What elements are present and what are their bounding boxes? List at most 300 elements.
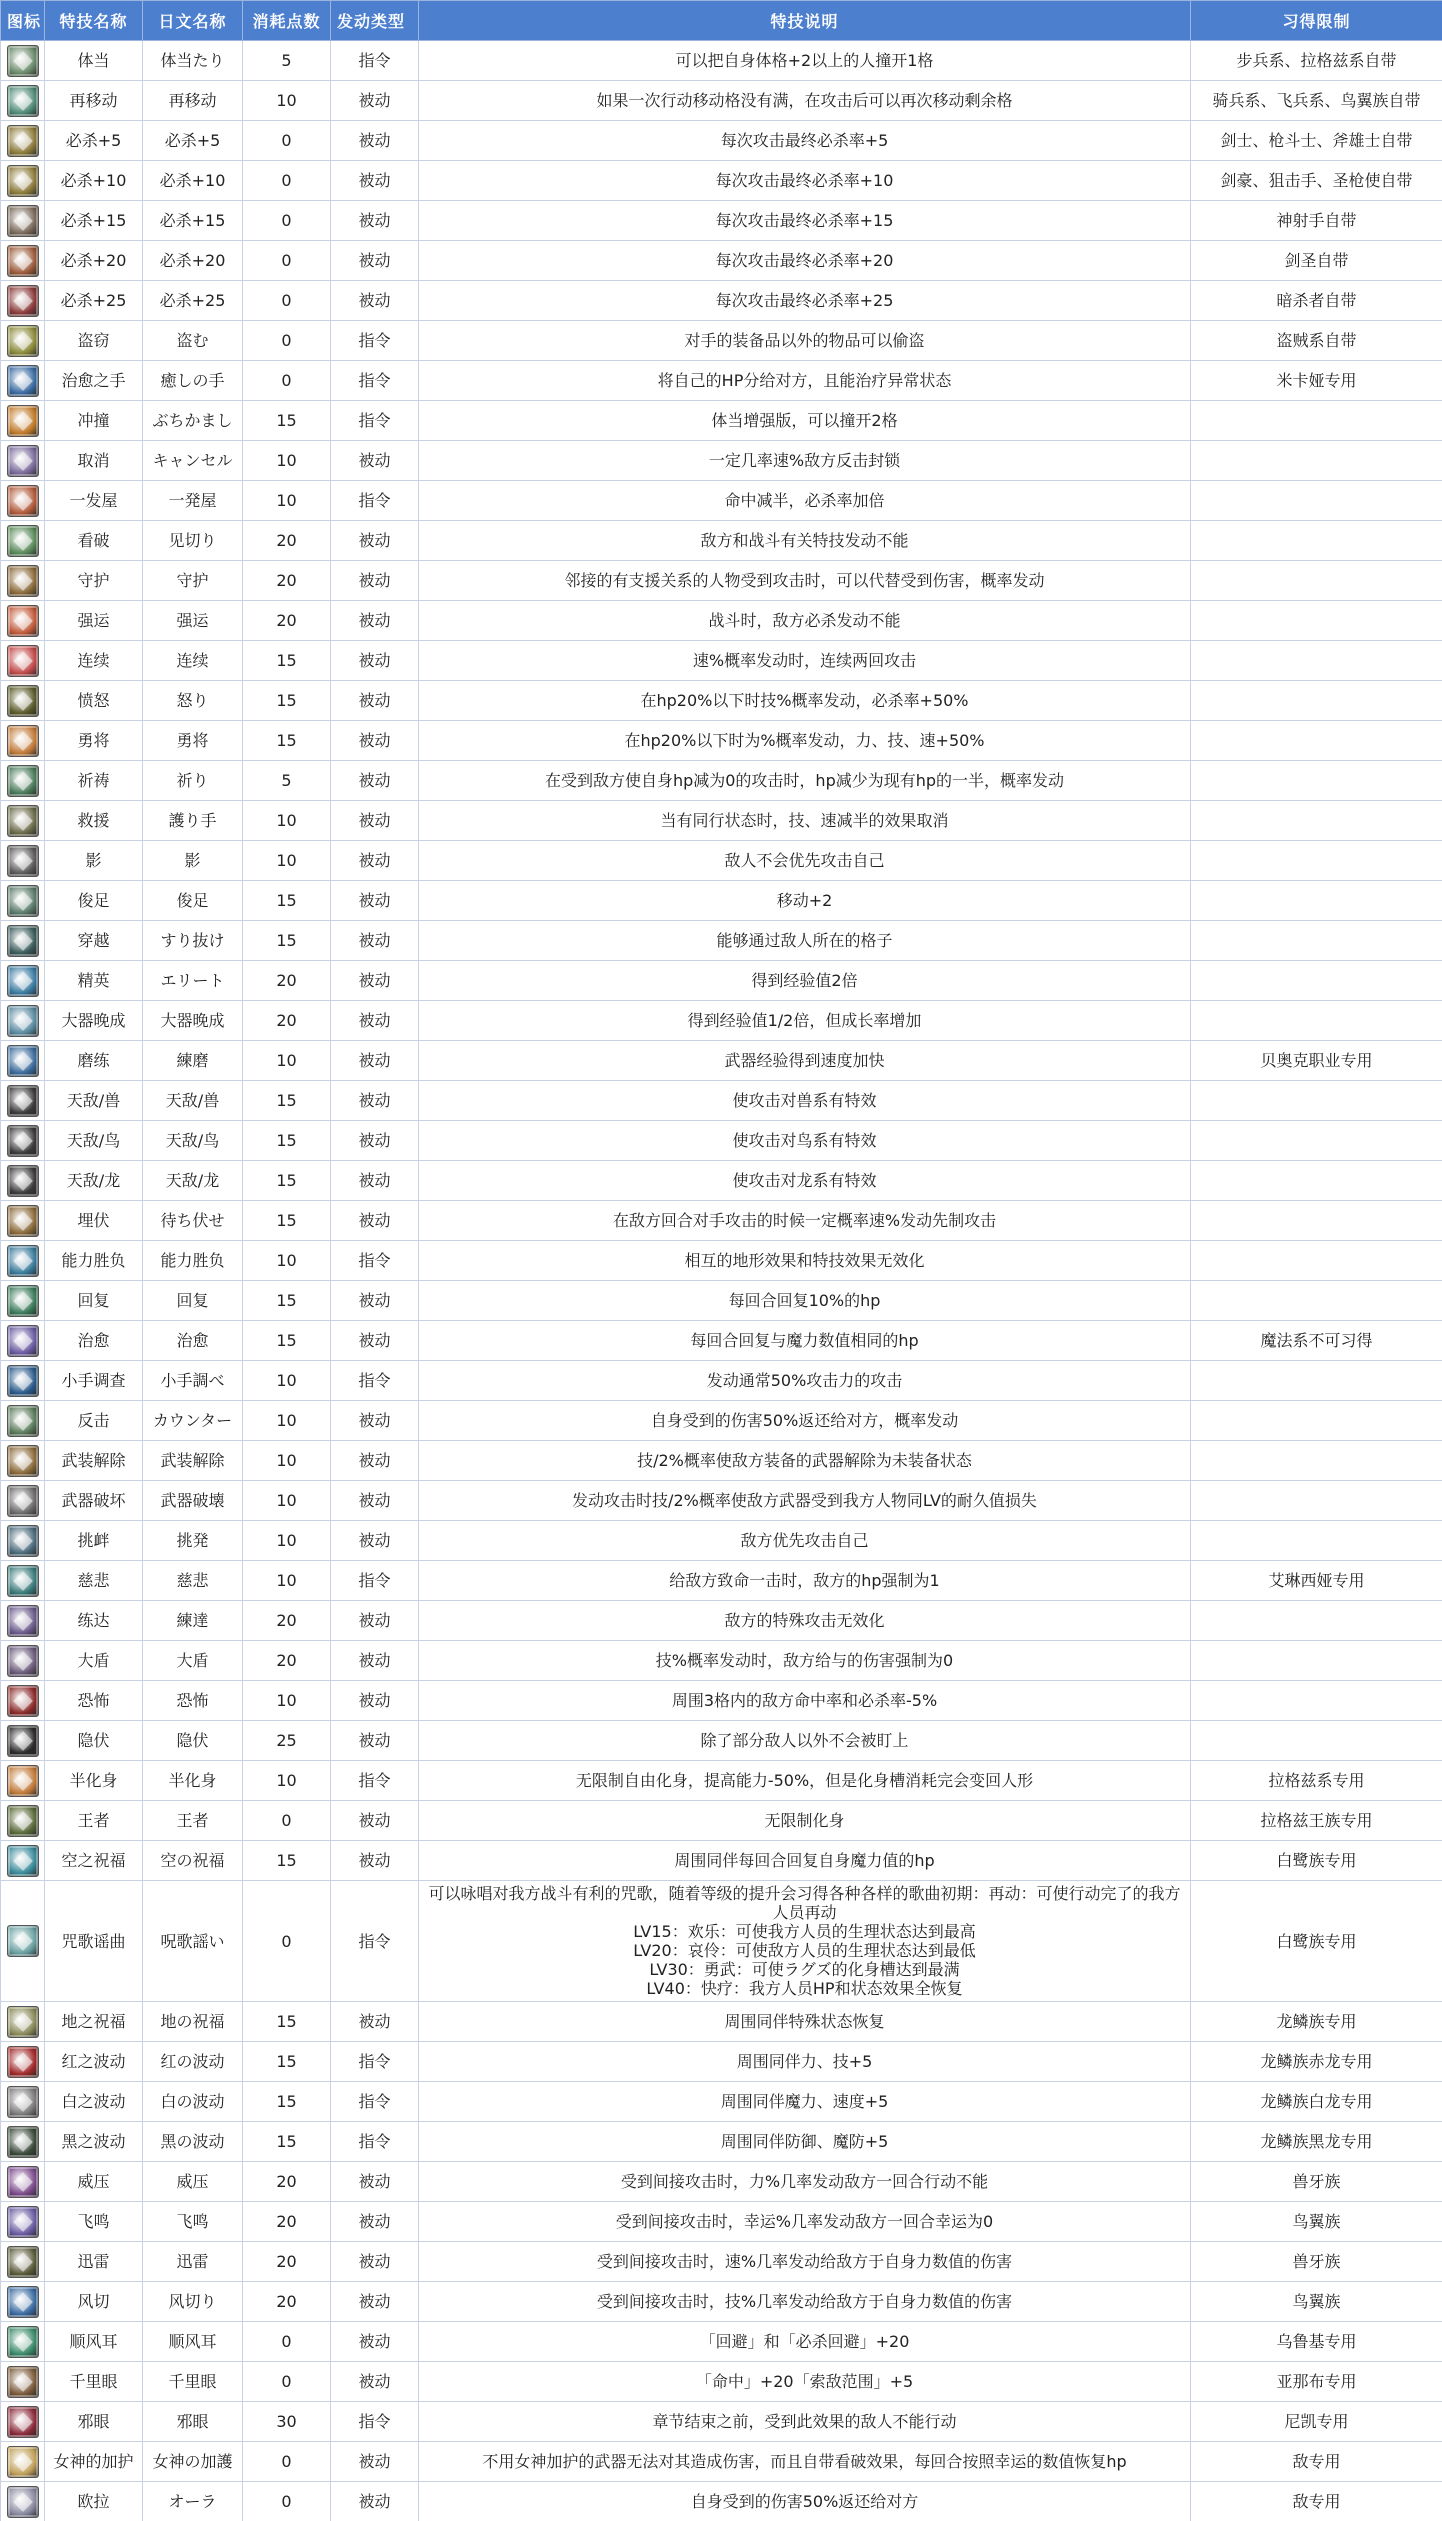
skill-jp-name: 大盾 — [143, 1641, 243, 1681]
skill-name: 大盾 — [45, 1641, 143, 1681]
goddess-icon — [7, 2446, 39, 2478]
skill-desc-line: 发动通常50%攻击力的攻击 — [706, 1371, 903, 1390]
skill-cost: 15 — [243, 2042, 331, 2082]
skill-jp-name: 必杀+15 — [143, 201, 243, 241]
icon-cell — [1, 2242, 45, 2282]
skill-requirement — [1191, 1161, 1442, 1201]
skill-requirement: 拉格兹王族专用 — [1191, 1801, 1442, 1841]
skill-desc — [419, 2442, 1191, 2482]
skill-name: 穿越 — [45, 921, 143, 961]
table-row — [1, 2482, 1442, 2521]
skill-name: 武装解除 — [45, 1441, 143, 1481]
skill-type: 被动 — [331, 1641, 419, 1681]
skill-desc — [419, 1721, 1191, 1761]
earth-blessing-icon — [7, 2006, 39, 2038]
skill-type: 指令 — [331, 2402, 419, 2442]
table-row — [1, 1881, 1442, 2002]
icon-cell — [1, 1041, 45, 1081]
skill-cost: 25 — [243, 1721, 331, 1761]
icon-cell — [1, 1321, 45, 1361]
table-row — [1, 1681, 1442, 1721]
skill-type: 被动 — [331, 1161, 419, 1201]
veteran-icon — [7, 1605, 39, 1637]
icon-cell — [1, 1681, 45, 1721]
skill-desc — [419, 1121, 1191, 1161]
skill-requirement: 乌鲁基专用 — [1191, 2322, 1442, 2362]
skill-type: 被动 — [331, 1721, 419, 1761]
crit-10-icon — [7, 165, 39, 197]
table-row — [1, 2122, 1442, 2162]
skill-cost: 10 — [243, 1761, 331, 1801]
skill-type: 指令 — [331, 401, 419, 441]
skill-cost: 0 — [243, 2442, 331, 2482]
skill-jp-name: 小手調べ — [143, 1361, 243, 1401]
skill-desc-line: 使攻击对兽系有特效 — [732, 1091, 877, 1110]
skill-desc — [419, 2202, 1191, 2242]
skill-name: 守护 — [45, 561, 143, 601]
skill-jp-name: カウンター — [143, 1401, 243, 1441]
icon-cell — [1, 1201, 45, 1241]
skill-desc — [419, 2122, 1191, 2162]
skill-cost: 15 — [243, 681, 331, 721]
skill-desc-line: 在敌方回合对手攻击的时候一定概率速%发动先制攻击 — [612, 1211, 997, 1230]
skill-cost: 15 — [243, 401, 331, 441]
skill-name: 必杀+20 — [45, 241, 143, 281]
swift-foot-icon — [7, 885, 39, 917]
skill-requirement: 骑兵系、飞兵系、鸟翼族自带 — [1191, 81, 1442, 121]
icon-cell — [1, 121, 45, 161]
skill-cost: 15 — [243, 1081, 331, 1121]
beastfoe-icon — [7, 1085, 39, 1117]
icon-cell — [1, 641, 45, 681]
skill-type: 指令 — [331, 321, 419, 361]
skill-requirement — [1191, 1361, 1442, 1401]
skill-desc-line: 命中减半，必杀率加倍 — [724, 491, 885, 510]
icon-cell — [1, 1881, 45, 2002]
skill-jp-name: 呪歌謡い — [143, 1881, 243, 2002]
skill-jp-name: すり抜け — [143, 921, 243, 961]
skill-type: 被动 — [331, 1601, 419, 1641]
skill-type: 被动 — [331, 921, 419, 961]
ambush-icon — [7, 1205, 39, 1237]
skill-requirement — [1191, 1721, 1442, 1761]
skill-name: 白之波动 — [45, 2082, 143, 2122]
skill-requirement: 龙鳞族黑龙专用 — [1191, 2122, 1442, 2162]
skill-name: 影 — [45, 841, 143, 881]
skill-desc — [419, 1081, 1191, 1121]
skill-type: 被动 — [331, 1481, 419, 1521]
skill-cost: 15 — [243, 721, 331, 761]
skill-name: 盗窃 — [45, 321, 143, 361]
evil-eye-icon — [7, 2406, 39, 2438]
icon-cell — [1, 881, 45, 921]
skill-requirement: 艾琳西娅专用 — [1191, 1561, 1442, 1601]
skill-jp-name: 一発屋 — [143, 481, 243, 521]
skill-name: 勇将 — [45, 721, 143, 761]
skill-cost: 15 — [243, 881, 331, 921]
skill-desc — [419, 1401, 1191, 1441]
skill-desc-line: 可以咏唱对我方战斗有利的咒歌，随着等级的提升会习得各种各样的歌曲初期：再动：可使行动完了的我方人员再动 — [428, 1884, 1181, 1922]
skill-jp-name: 隐伏 — [143, 1721, 243, 1761]
skill-jp-name: 回复 — [143, 1281, 243, 1321]
icon-cell — [1, 1801, 45, 1841]
skill-jp-name: 王者 — [143, 1801, 243, 1841]
birdfoe-icon — [7, 1125, 39, 1157]
skill-type: 被动 — [331, 2282, 419, 2322]
skill-type: 被动 — [331, 1681, 419, 1721]
skill-type: 被动 — [331, 801, 419, 841]
skill-name: 天敌/兽 — [45, 1081, 143, 1121]
skill-name: 天敌/龙 — [45, 1161, 143, 1201]
icon-cell — [1, 281, 45, 321]
skill-desc-line: 周围同伴力、技+5 — [736, 2052, 873, 2071]
skill-jp-name: 能力胜负 — [143, 1241, 243, 1281]
icon-cell — [1, 521, 45, 561]
skill-jp-name: キャンセル — [143, 441, 243, 481]
icon-cell — [1, 2042, 45, 2082]
skill-jp-name: 红の波动 — [143, 2042, 243, 2082]
skill-jp-name: 空の祝福 — [143, 1841, 243, 1881]
skill-name: 一发屋 — [45, 481, 143, 521]
table-row — [1, 2002, 1442, 2042]
icon-cell — [1, 481, 45, 521]
icon-cell — [1, 561, 45, 601]
skill-desc-line: 章节结束之前，受到此效果的敌人不能行动 — [652, 2412, 957, 2431]
table-row — [1, 1001, 1442, 1041]
icon-cell — [1, 2082, 45, 2122]
skill-jp-name: 顺风耳 — [143, 2322, 243, 2362]
skill-type: 被动 — [331, 1521, 419, 1561]
skill-desc — [419, 361, 1191, 401]
table-row — [1, 1561, 1442, 1601]
table-row — [1, 401, 1442, 441]
skill-desc — [419, 1201, 1191, 1241]
skill-requirement — [1191, 721, 1442, 761]
skill-cost: 15 — [243, 921, 331, 961]
discipline-icon — [7, 1045, 39, 1077]
skill-requirement — [1191, 401, 1442, 441]
skill-desc-line: 敌方优先攻击自己 — [740, 1531, 869, 1550]
icon-cell — [1, 801, 45, 841]
skill-name: 顺风耳 — [45, 2322, 143, 2362]
skill-cost: 0 — [243, 321, 331, 361]
skill-cost: 10 — [243, 481, 331, 521]
skill-type: 被动 — [331, 561, 419, 601]
skill-jp-name: 风切り — [143, 2282, 243, 2322]
skill-requirement — [1191, 1441, 1442, 1481]
skill-requirement: 盗贼系自带 — [1191, 321, 1442, 361]
skill-desc-line: 移动+2 — [776, 891, 833, 910]
skill-cost: 20 — [243, 2162, 331, 2202]
skill-desc-line: 对手的装备品以外的物品可以偷盗 — [684, 331, 925, 350]
skill-desc-line: 当有同行状态时，技、速减半的效果取消 — [660, 811, 949, 830]
header-name: 特技名称 — [45, 1, 143, 41]
skill-cost: 0 — [243, 2322, 331, 2362]
skill-cost: 20 — [243, 1001, 331, 1041]
table-row — [1, 961, 1442, 1001]
skill-cost: 10 — [243, 1521, 331, 1561]
skill-desc-line: 一定几率速%敌方反击封锁 — [708, 451, 901, 470]
pass-icon — [7, 925, 39, 957]
skill-type: 被动 — [331, 881, 419, 921]
skill-desc-line: 在hp20%以下时技%概率发动，必杀率+50% — [640, 691, 969, 710]
table-row — [1, 1161, 1442, 1201]
table-row — [1, 921, 1442, 961]
skill-jp-name: 地の祝福 — [143, 2002, 243, 2042]
skill-type: 被动 — [331, 121, 419, 161]
icon-cell — [1, 1081, 45, 1121]
king-icon — [7, 1805, 39, 1837]
table-row — [1, 2082, 1442, 2122]
table-row — [1, 2242, 1442, 2282]
table-row — [1, 1201, 1442, 1241]
skill-jp-name: 慈悲 — [143, 1561, 243, 1601]
skill-requirement: 神射手自带 — [1191, 201, 1442, 241]
skill-jp-name: 白の波动 — [143, 2082, 243, 2122]
skill-desc — [419, 1281, 1191, 1321]
header-req: 习得限制 — [1191, 1, 1442, 41]
skill-name: 治愈 — [45, 1321, 143, 1361]
skill-desc-line: 在受到敌方使自身hp减为0的攻击时，hp减少为现有hp的一半，概率发动 — [544, 771, 1065, 790]
skill-jp-name: 治愈 — [143, 1321, 243, 1361]
skill-jp-name: 黑の波动 — [143, 2122, 243, 2162]
icon-cell — [1, 761, 45, 801]
table-row — [1, 441, 1442, 481]
skill-desc-line: 周围同伴魔力、速度+5 — [720, 2092, 889, 2111]
icon-cell — [1, 2282, 45, 2322]
skill-desc — [419, 921, 1191, 961]
table-row — [1, 1481, 1442, 1521]
skill-desc-line: 技/2%概率使敌方装备的武器解除为未装备状态 — [637, 1451, 972, 1470]
healing-hand-icon — [7, 365, 39, 397]
skill-cost: 15 — [243, 1321, 331, 1361]
skill-type: 被动 — [331, 2322, 419, 2362]
skill-type: 被动 — [331, 1121, 419, 1161]
skill-cost: 0 — [243, 241, 331, 281]
skill-desc — [419, 1241, 1191, 1281]
galdr-icon — [7, 1925, 39, 1957]
luck-icon — [7, 605, 39, 637]
skill-requirement: 剑圣自带 — [1191, 241, 1442, 281]
skill-cost: 10 — [243, 1681, 331, 1721]
skill-desc-line: 每次攻击最终必杀率+15 — [715, 211, 894, 230]
skill-jp-name: 飞鸣 — [143, 2202, 243, 2242]
icon-cell — [1, 1561, 45, 1601]
skill-cost: 10 — [243, 1561, 331, 1601]
skill-desc — [419, 721, 1191, 761]
skill-type: 被动 — [331, 2482, 419, 2521]
icon-cell — [1, 161, 45, 201]
valor-icon — [7, 725, 39, 757]
skill-cost: 15 — [243, 641, 331, 681]
skill-desc — [419, 201, 1191, 241]
skill-requirement: 亚那布专用 — [1191, 2362, 1442, 2402]
skill-name: 千里眼 — [45, 2362, 143, 2402]
aura-icon — [7, 2486, 39, 2518]
skill-type: 指令 — [331, 1761, 419, 1801]
skill-cost: 15 — [243, 2082, 331, 2122]
icon-cell — [1, 1001, 45, 1041]
skill-type: 指令 — [331, 1561, 419, 1601]
skill-type: 被动 — [331, 1001, 419, 1041]
skill-desc-line: 相互的地形效果和特技效果无效化 — [684, 1251, 925, 1270]
skill-type: 被动 — [331, 201, 419, 241]
skill-type: 被动 — [331, 2002, 419, 2042]
skill-desc-line: LV20：哀伶：可使敌方人员的生理状态达到最低 — [633, 1941, 976, 1960]
skill-desc-line: 使攻击对龙系有特效 — [732, 1171, 877, 1190]
skill-requirement: 米卡娅专用 — [1191, 361, 1442, 401]
table-row — [1, 681, 1442, 721]
skill-type: 被动 — [331, 1321, 419, 1361]
skill-name: 咒歌谣曲 — [45, 1881, 143, 2002]
skill-requirement: 拉格兹系专用 — [1191, 1761, 1442, 1801]
skill-name: 迅雷 — [45, 2242, 143, 2282]
icon-cell — [1, 401, 45, 441]
skill-desc-line: 每次攻击最终必杀率+10 — [715, 171, 894, 190]
skill-name: 空之祝福 — [45, 1841, 143, 1881]
skill-type: 被动 — [331, 2362, 419, 2402]
skill-desc-line: 得到经验值2倍 — [751, 971, 858, 990]
skill-desc-line: 受到间接攻击时，速%几率发动给敌方于自身力数值的伤害 — [596, 2252, 1013, 2271]
skill-type: 被动 — [331, 1081, 419, 1121]
guard-icon — [7, 565, 39, 597]
disarm-icon — [7, 1445, 39, 1477]
skill-name: 女神的加护 — [45, 2442, 143, 2482]
skill-jp-name: 武装解除 — [143, 1441, 243, 1481]
skill-jp-name: 天敌/兽 — [143, 1081, 243, 1121]
skill-desc — [419, 2282, 1191, 2322]
icon-cell — [1, 1161, 45, 1201]
skill-desc — [419, 1161, 1191, 1201]
skill-desc — [419, 1681, 1191, 1721]
skill-name: 威压 — [45, 2162, 143, 2202]
skill-jp-name: 千里眼 — [143, 2362, 243, 2402]
skill-name: 挑衅 — [45, 1521, 143, 1561]
table-row — [1, 1641, 1442, 1681]
skill-cost: 0 — [243, 121, 331, 161]
skill-jp-name: 武器破壊 — [143, 1481, 243, 1521]
elite-icon — [7, 965, 39, 997]
skill-requirement — [1191, 1481, 1442, 1521]
table-row — [1, 1281, 1442, 1321]
icon-cell — [1, 1361, 45, 1401]
skill-requirement: 魔法系不可习得 — [1191, 1321, 1442, 1361]
skill-name: 隐伏 — [45, 1721, 143, 1761]
skill-cost: 15 — [243, 2002, 331, 2042]
skill-type: 被动 — [331, 601, 419, 641]
skill-cost: 15 — [243, 1121, 331, 1161]
skill-requirement — [1191, 761, 1442, 801]
icon-cell — [1, 601, 45, 641]
table-row — [1, 2442, 1442, 2482]
skill-cost: 0 — [243, 201, 331, 241]
skill-cost: 20 — [243, 2242, 331, 2282]
skill-cost: 10 — [243, 841, 331, 881]
skill-type: 被动 — [331, 721, 419, 761]
skill-desc-line: 周围同伴每回合回复自身魔力值的hp — [674, 1851, 935, 1870]
skill-desc-line: 武器经验得到速度加快 — [724, 1051, 885, 1070]
table-row — [1, 1401, 1442, 1441]
skill-desc — [419, 1801, 1191, 1841]
provoke-icon — [7, 1525, 39, 1557]
table-row — [1, 2322, 1442, 2362]
icon-cell — [1, 681, 45, 721]
skill-jp-name: 见切り — [143, 521, 243, 561]
thunder-icon — [7, 2246, 39, 2278]
skill-desc — [419, 1001, 1191, 1041]
skill-desc-line: LV30：勇武：可使ラグズ的化身槽达到最满 — [649, 1960, 960, 1979]
skill-desc — [419, 521, 1191, 561]
skill-name: 精英 — [45, 961, 143, 1001]
icon-cell — [1, 1281, 45, 1321]
skill-desc — [419, 561, 1191, 601]
skill-cost: 15 — [243, 1841, 331, 1881]
skill-name: 回复 — [45, 1281, 143, 1321]
skill-requirement: 兽牙族 — [1191, 2242, 1442, 2282]
skill-jp-name: 威压 — [143, 2162, 243, 2202]
skill-name: 必杀+5 — [45, 121, 143, 161]
icon-cell — [1, 2442, 45, 2482]
skill-desc — [419, 1561, 1191, 1601]
icon-cell — [1, 841, 45, 881]
table-row — [1, 81, 1442, 121]
skill-desc-line: 每回合回复与魔力数值相同的hp — [690, 1331, 919, 1350]
icon-cell — [1, 1721, 45, 1761]
skill-cost: 0 — [243, 161, 331, 201]
nullify-icon — [7, 1245, 39, 1277]
skill-type: 被动 — [331, 521, 419, 561]
skill-requirement: 剑豪、狙击手、圣枪使自带 — [1191, 161, 1442, 201]
skill-jp-name: 女神の加護 — [143, 2442, 243, 2482]
shield-icon — [7, 1645, 39, 1677]
skill-jp-name: 体当たり — [143, 41, 243, 81]
skill-name: 练达 — [45, 1601, 143, 1641]
halfshift-icon — [7, 1765, 39, 1797]
one-shot-icon — [7, 485, 39, 517]
skill-cost: 30 — [243, 2402, 331, 2442]
skill-requirement — [1191, 961, 1442, 1001]
skill-requirement — [1191, 1601, 1442, 1641]
skill-desc-line: 周围3格内的敌方命中率和必杀率-5% — [671, 1691, 938, 1710]
skill-requirement: 龙鳞族白龙专用 — [1191, 2082, 1442, 2122]
table-row — [1, 1521, 1442, 1561]
table-row — [1, 121, 1442, 161]
skill-type: 指令 — [331, 361, 419, 401]
skill-type: 被动 — [331, 2162, 419, 2202]
skill-desc-line: 可以把自身体格+2以上的人撞开1格 — [675, 51, 934, 70]
skill-jp-name: 连续 — [143, 641, 243, 681]
skill-requirement — [1191, 1641, 1442, 1681]
skill-cost: 0 — [243, 1801, 331, 1841]
skill-name: 体当 — [45, 41, 143, 81]
skill-requirement: 敌专用 — [1191, 2442, 1442, 2482]
skill-name: 邪眼 — [45, 2402, 143, 2442]
skill-name: 取消 — [45, 441, 143, 481]
skill-jp-name: 恐怖 — [143, 1681, 243, 1721]
skill-type: 指令 — [331, 41, 419, 81]
skill-type: 被动 — [331, 2242, 419, 2282]
skill-desc — [419, 2482, 1191, 2521]
header-type: 发动类型 — [331, 1, 419, 41]
table-row — [1, 161, 1442, 201]
skill-jp-name: 勇将 — [143, 721, 243, 761]
skill-name: 冲撞 — [45, 401, 143, 441]
icon-cell — [1, 241, 45, 281]
skill-name: 愤怒 — [45, 681, 143, 721]
icon-cell — [1, 1841, 45, 1881]
skill-desc-line: 自身受到的伤害50%返还给对方 — [690, 2492, 919, 2511]
skill-desc-line: 受到间接攻击时，技%几率发动给敌方于自身力数值的伤害 — [596, 2292, 1013, 2311]
